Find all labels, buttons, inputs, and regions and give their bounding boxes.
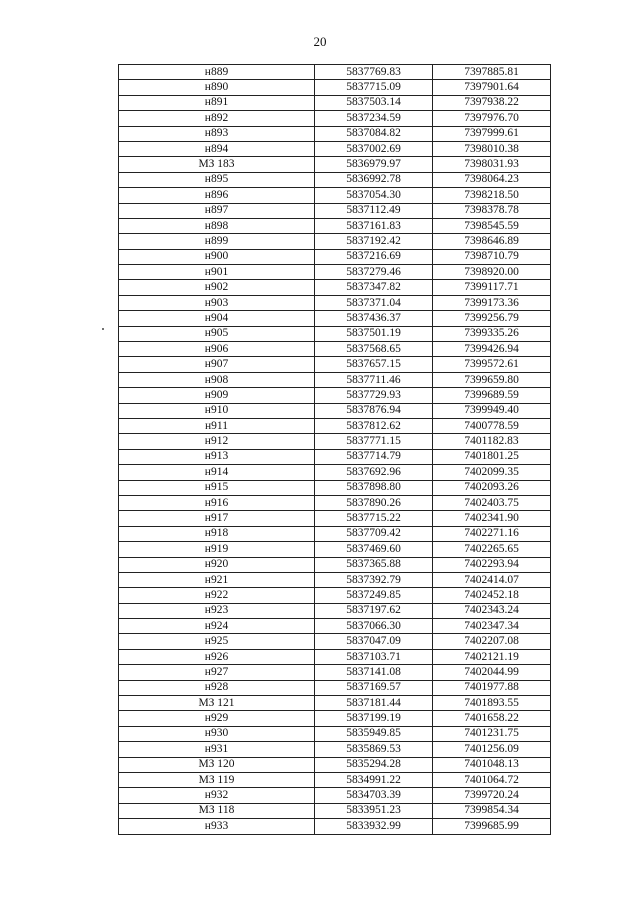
table-row [119,542,551,557]
y-coordinate-cell: 7401048.13 [433,757,551,772]
point-id-cell: МЗ 118 [119,803,315,818]
point-id-cell: н902 [119,280,315,295]
table-row [119,495,551,510]
y-coordinate-cell: 7398031.93 [433,157,551,172]
x-coordinate-cell: 5837715.09 [315,80,433,95]
table-row [119,757,551,772]
x-coordinate-cell: 5837347.82 [315,280,433,295]
point-id-cell: н905 [119,326,315,341]
x-coordinate-cell: 5835294.28 [315,757,433,772]
table-row [119,111,551,126]
x-coordinate-cell: 5837812.62 [315,418,433,433]
y-coordinate-cell: 7402414.07 [433,572,551,587]
y-coordinate-cell: 7397901.64 [433,80,551,95]
table-row [119,449,551,464]
x-coordinate-cell: 5837066.30 [315,619,433,634]
y-coordinate-cell: 7399949.40 [433,403,551,418]
x-coordinate-cell: 5837103.71 [315,649,433,664]
point-id-cell: н928 [119,680,315,695]
point-id-cell: н900 [119,249,315,264]
y-coordinate-cell: 7397885.81 [433,65,551,80]
table-row [119,572,551,587]
table-row [119,280,551,295]
table-row [119,772,551,787]
point-id-cell: н899 [119,234,315,249]
x-coordinate-cell: 5837141.08 [315,665,433,680]
table-row [119,65,551,80]
point-id-cell: н914 [119,465,315,480]
point-id-cell: н913 [119,449,315,464]
x-coordinate-cell: 5837054.30 [315,188,433,203]
table-row [119,188,551,203]
y-coordinate-cell: 7397999.61 [433,126,551,141]
y-coordinate-cell: 7399335.26 [433,326,551,341]
point-id-cell: н932 [119,788,315,803]
x-coordinate-cell: 5837898.80 [315,480,433,495]
table-row [119,203,551,218]
x-coordinate-cell: 5837199.19 [315,711,433,726]
table-row [119,95,551,110]
point-id-cell: МЗ 119 [119,772,315,787]
table-row [119,726,551,741]
x-coordinate-cell: 5837711.46 [315,372,433,387]
margin-mark [102,328,104,330]
y-coordinate-cell: 7399173.36 [433,295,551,310]
table-row [119,265,551,280]
y-coordinate-cell: 7398920.00 [433,265,551,280]
x-coordinate-cell: 5837181.44 [315,696,433,711]
y-coordinate-cell: 7399572.61 [433,357,551,372]
x-coordinate-cell: 5837112.49 [315,203,433,218]
table-row [119,172,551,187]
x-coordinate-cell: 5834991.22 [315,772,433,787]
x-coordinate-cell: 5835949.85 [315,726,433,741]
x-coordinate-cell: 5837249.85 [315,588,433,603]
point-id-cell: н894 [119,141,315,156]
point-id-cell: н929 [119,711,315,726]
table-row [119,803,551,818]
point-id-cell: н912 [119,434,315,449]
table-row [119,126,551,141]
y-coordinate-cell: 7402099.35 [433,465,551,480]
x-coordinate-cell: 5837692.96 [315,465,433,480]
x-coordinate-cell: 5837769.83 [315,65,433,80]
table-row [119,357,551,372]
x-coordinate-cell: 5837169.57 [315,680,433,695]
point-id-cell: МЗ 183 [119,157,315,172]
table-row [119,403,551,418]
x-coordinate-cell: 5837714.79 [315,449,433,464]
y-coordinate-cell: 7401256.09 [433,742,551,757]
point-id-cell: н893 [119,126,315,141]
y-coordinate-cell: 7402343.24 [433,603,551,618]
x-coordinate-cell: 5837234.59 [315,111,433,126]
y-coordinate-cell: 7402265.65 [433,542,551,557]
y-coordinate-cell: 7398064.23 [433,172,551,187]
x-coordinate-cell: 5837890.26 [315,495,433,510]
point-id-cell: н898 [119,218,315,233]
y-coordinate-cell: 7402271.16 [433,526,551,541]
table-row [119,372,551,387]
point-id-cell: н904 [119,311,315,326]
point-id-cell: н892 [119,111,315,126]
y-coordinate-cell: 7399720.24 [433,788,551,803]
y-coordinate-cell: 7398545.59 [433,218,551,233]
point-id-cell: МЗ 120 [119,757,315,772]
table-row [119,434,551,449]
y-coordinate-cell: 7401231.75 [433,726,551,741]
point-id-cell: н931 [119,742,315,757]
y-coordinate-cell: 7399689.59 [433,388,551,403]
table-row [119,311,551,326]
x-coordinate-cell: 5837197.62 [315,603,433,618]
point-id-cell: н915 [119,480,315,495]
point-id-cell: н916 [119,495,315,510]
y-coordinate-cell: 7399256.79 [433,311,551,326]
point-id-cell: МЗ 121 [119,696,315,711]
table-row [119,511,551,526]
table-row [119,141,551,156]
point-id-cell: н918 [119,526,315,541]
point-id-cell: н921 [119,572,315,587]
x-coordinate-cell: 5837279.46 [315,265,433,280]
point-id-cell: н889 [119,65,315,80]
point-id-cell: н897 [119,203,315,218]
x-coordinate-cell: 5837365.88 [315,557,433,572]
y-coordinate-cell: 7398646.89 [433,234,551,249]
y-coordinate-cell: 7401658.22 [433,711,551,726]
y-coordinate-cell: 7400778.59 [433,418,551,433]
table-row [119,157,551,172]
y-coordinate-cell: 7402347.34 [433,619,551,634]
point-id-cell: н911 [119,418,315,433]
table-row [119,665,551,680]
point-id-cell: н922 [119,588,315,603]
x-coordinate-cell: 5837002.69 [315,141,433,156]
y-coordinate-cell: 7402121.19 [433,649,551,664]
y-coordinate-cell: 7402044.99 [433,665,551,680]
coordinates-table [118,64,551,835]
x-coordinate-cell: 5837161.83 [315,218,433,233]
x-coordinate-cell: 5837392.79 [315,572,433,587]
point-id-cell: н895 [119,172,315,187]
table-row [119,696,551,711]
y-coordinate-cell: 7397976.70 [433,111,551,126]
x-coordinate-cell: 5837192.42 [315,234,433,249]
x-coordinate-cell: 5837371.04 [315,295,433,310]
y-coordinate-cell: 7402403.75 [433,495,551,510]
point-id-cell: н920 [119,557,315,572]
x-coordinate-cell: 5837729.93 [315,388,433,403]
x-coordinate-cell: 5837503.14 [315,95,433,110]
y-coordinate-cell: 7401893.55 [433,696,551,711]
y-coordinate-cell: 7399426.94 [433,342,551,357]
x-coordinate-cell: 5837216.69 [315,249,433,264]
y-coordinate-cell: 7398010.38 [433,141,551,156]
x-coordinate-cell: 5837436.37 [315,311,433,326]
x-coordinate-cell: 5837084.82 [315,126,433,141]
x-coordinate-cell: 5837771.15 [315,434,433,449]
page-number: 20 [313,34,327,49]
table-row [119,588,551,603]
x-coordinate-cell: 5837047.09 [315,634,433,649]
point-id-cell: н919 [119,542,315,557]
y-coordinate-cell: 7402341.90 [433,511,551,526]
point-id-cell: н926 [119,649,315,664]
point-id-cell: н896 [119,188,315,203]
coordinates-table-body [119,65,551,835]
point-id-cell: н910 [119,403,315,418]
point-id-cell: н909 [119,388,315,403]
table-row [119,526,551,541]
x-coordinate-cell: 5833932.99 [315,819,433,834]
y-coordinate-cell: 7402207.08 [433,634,551,649]
point-id-cell: н908 [119,372,315,387]
table-row [119,557,551,572]
y-coordinate-cell: 7398710.79 [433,249,551,264]
y-coordinate-cell: 7399685.99 [433,819,551,834]
x-coordinate-cell: 5836992.78 [315,172,433,187]
table-row [119,634,551,649]
point-id-cell: н907 [119,357,315,372]
table-row [119,680,551,695]
point-id-cell: н906 [119,342,315,357]
y-coordinate-cell: 7398218.50 [433,188,551,203]
table-row [119,619,551,634]
y-coordinate-cell: 7402093.26 [433,480,551,495]
table-row [119,788,551,803]
point-id-cell: н924 [119,619,315,634]
table-row [119,711,551,726]
table-row [119,326,551,341]
x-coordinate-cell: 5837715.22 [315,511,433,526]
x-coordinate-cell: 5837469.60 [315,542,433,557]
x-coordinate-cell: 5837876.94 [315,403,433,418]
table-row [119,649,551,664]
table-row [119,234,551,249]
x-coordinate-cell: 5833951.23 [315,803,433,818]
y-coordinate-cell: 7398378.78 [433,203,551,218]
x-coordinate-cell: 5837657.15 [315,357,433,372]
x-coordinate-cell: 5837501.19 [315,326,433,341]
y-coordinate-cell: 7402293.94 [433,557,551,572]
y-coordinate-cell: 7399854.34 [433,803,551,818]
point-id-cell: н891 [119,95,315,110]
y-coordinate-cell: 7401977.88 [433,680,551,695]
y-coordinate-cell: 7401801.25 [433,449,551,464]
point-id-cell: н917 [119,511,315,526]
point-id-cell: н923 [119,603,315,618]
point-id-cell: н890 [119,80,315,95]
x-coordinate-cell: 5835869.53 [315,742,433,757]
table-row [119,480,551,495]
table-row [119,388,551,403]
table-row [119,819,551,834]
point-id-cell: н901 [119,265,315,280]
y-coordinate-cell: 7399659.80 [433,372,551,387]
point-id-cell: н933 [119,819,315,834]
table-row [119,295,551,310]
x-coordinate-cell: 5834703.39 [315,788,433,803]
table-row [119,342,551,357]
table-row [119,218,551,233]
table-row [119,465,551,480]
table-row [119,418,551,433]
x-coordinate-cell: 5837709.42 [315,526,433,541]
y-coordinate-cell: 7401182.83 [433,434,551,449]
y-coordinate-cell: 7402452.18 [433,588,551,603]
table-row [119,249,551,264]
table-row [119,80,551,95]
table-row [119,603,551,618]
x-coordinate-cell: 5836979.97 [315,157,433,172]
y-coordinate-cell: 7401064.72 [433,772,551,787]
table-row [119,742,551,757]
y-coordinate-cell: 7397938.22 [433,95,551,110]
point-id-cell: н930 [119,726,315,741]
point-id-cell: н925 [119,634,315,649]
point-id-cell: н927 [119,665,315,680]
x-coordinate-cell: 5837568.65 [315,342,433,357]
y-coordinate-cell: 7399117.71 [433,280,551,295]
point-id-cell: н903 [119,295,315,310]
